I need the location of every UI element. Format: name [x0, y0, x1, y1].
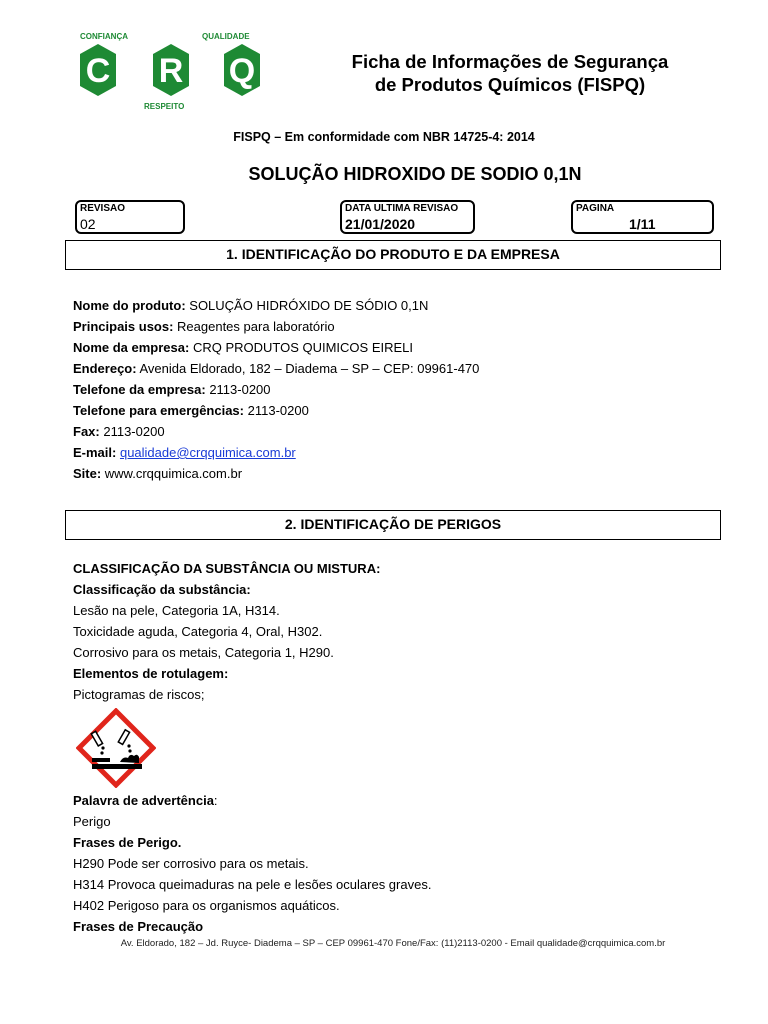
crq-logo — [78, 30, 264, 112]
classification-subheading: Classificação da substância: — [73, 582, 251, 597]
precaution-phrases-heading: Frases de Precaução — [73, 919, 204, 934]
logo-bottom-text: RESPEITO — [144, 102, 185, 111]
logo-top-right-text: QUALIDADE — [202, 32, 250, 41]
section2-warnings — [73, 790, 431, 937]
signal-word-value: Perigo — [73, 814, 111, 829]
field-product-name: Nome do produto: SOLUÇÃO HIDRÓXIDO DE SÓDIO 0,1N — [73, 298, 429, 313]
email-link[interactable]: qualidade@crqquimica.com.br — [119, 445, 296, 460]
field-site: Site: www.crqquimica.com.br — [73, 466, 243, 481]
hazard-phrases-heading: Frases de Perigo. — [73, 835, 182, 850]
labeling-heading: Elementos de rotulagem: — [73, 666, 229, 681]
classification-item: Toxicidade aguda, Categoria 4, Oral, H302. — [73, 624, 323, 639]
section2-title: 2. IDENTIFICAÇÃO DE PERIGOS — [65, 510, 721, 540]
hazard-phrase: H402 Perigoso para os organismos aquáticos. — [73, 898, 340, 913]
classification-heading: CLASSIFICAÇÃO DA SUBSTÂNCIA OU MISTURA: — [73, 561, 381, 576]
document-title-line1: Ficha de Informações de Segurança — [351, 51, 669, 72]
revision-label: REVISAO — [80, 203, 126, 214]
logo-top-left-text: CONFIANÇA — [80, 32, 128, 41]
field-fax: Fax: 2113-0200 — [73, 424, 165, 439]
logo-letter-c: C — [85, 52, 111, 90]
page-label: PAGINA — [576, 203, 615, 214]
signal-word-heading: Palavra de advertência: — [73, 793, 218, 808]
page-footer: Av. Eldorado, 182 – Jd. Ruyce- Diadema – SP – CEP 09961-470 Fone/Fax: (11)2113-0200 - Email qualidade@crqquimica.com.br — [120, 938, 666, 949]
last-revision-date-label: DATA ULTIMA REVISAO — [345, 203, 459, 214]
conformity-note: FISPQ – Em conformidade com NBR 14725-4: 2014 — [233, 130, 535, 144]
classification-item: Lesão na pele, Categoria 1A, H314. — [73, 603, 280, 618]
field-company-phone: Telefone da empresa: 2113-0200 — [73, 382, 271, 397]
hazard-phrase: H290 Pode ser corrosivo para os metais. — [73, 856, 309, 871]
logo-letter-r: R — [158, 52, 184, 90]
logo-letter-q: Q — [228, 52, 256, 90]
revision-value: 02 — [80, 216, 96, 232]
page-box — [571, 200, 714, 234]
product-title: SOLUÇÃO HIDROXIDO DE SODIO 0,1N — [248, 164, 582, 184]
page-value: 1/11 — [629, 216, 656, 232]
last-revision-date-value: 21/01/2020 — [345, 216, 416, 232]
last-revision-date-box — [340, 200, 475, 234]
revision-box — [75, 200, 185, 234]
field-company-name: Nome da empresa: CRQ PRODUTOS QUIMICOS EIRELI — [73, 340, 414, 355]
field-email: E-mail: qualidade@crqquimica.com.br — [73, 445, 296, 460]
hazard-phrase: H314 Provoca queimaduras na pele e lesões oculares graves. — [73, 877, 432, 892]
classification-item: Corrosivo para os metais, Categoria 1, H290. — [73, 645, 334, 660]
document-title — [300, 50, 720, 96]
field-main-uses: Principais usos: Reagentes para laboratório — [73, 319, 335, 334]
field-address: Endereço: Avenida Eldorado, 182 – Diadema – SP – CEP: 09961-470 — [73, 361, 480, 376]
section1-fields — [73, 295, 479, 484]
field-emergency-phone: Telefone para emergências: 2113-0200 — [73, 403, 309, 418]
document-title-line2: de Produtos Químicos (FISPQ) — [374, 74, 646, 95]
section1-title: 1. IDENTIFICAÇÃO DO PRODUTO E DA EMPRESA — [65, 240, 721, 270]
pictograms-text: Pictogramas de riscos; — [73, 687, 205, 702]
section2-classification — [73, 558, 380, 705]
corrosion-pictogram-icon — [76, 708, 156, 788]
